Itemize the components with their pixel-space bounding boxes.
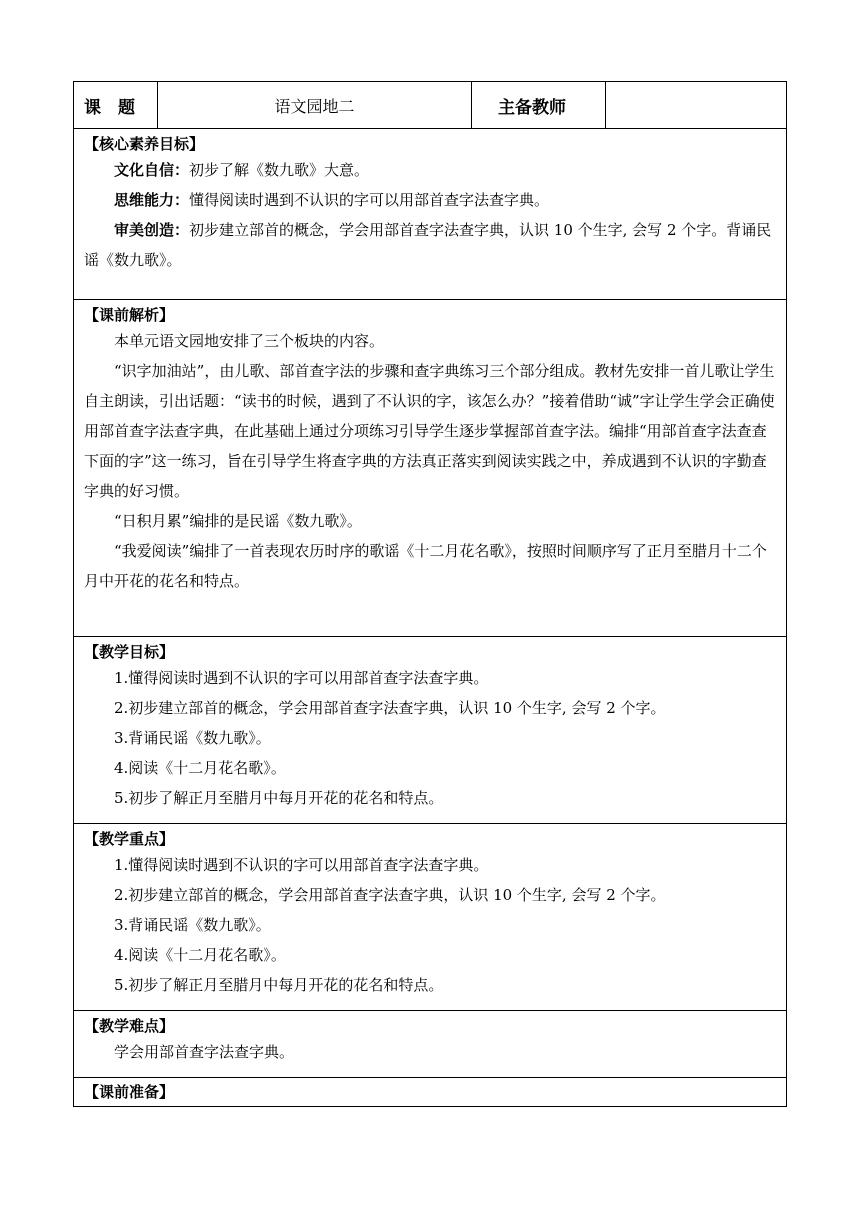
key-point-item: 4.阅读《十二月花名歌》。	[114, 946, 286, 964]
teaching-goal-item: 2.初步建立部首的概念，学会用部首查字法查字典，认识 10 个生字, 会写 2 个字。	[114, 699, 666, 717]
teacher-label: 主备教师	[472, 82, 606, 129]
teaching-goal-item: 4.阅读《十二月花名歌》。	[114, 759, 286, 777]
course-label: 课 题	[74, 82, 158, 129]
core-goal-item: 思维能力：懂得阅读时遇到不认识的字可以用部首查字法查字典。	[114, 191, 550, 209]
teaching-goal-item: 1.懂得阅读时遇到不认识的字可以用部首查字法查字典。	[114, 669, 489, 687]
lesson-plan-sheet	[73, 81, 786, 1107]
key-point-item: 3.背诵民谣《数九歌》。	[114, 916, 271, 934]
core-goal-item: 文化自信：初步了解《数九歌》大意。	[114, 161, 370, 179]
header-row	[74, 82, 787, 129]
analysis-row	[74, 300, 787, 637]
teaching-goals-title: 【教学目标】	[84, 643, 175, 661]
key-point-item: 5.初步了解正月至腊月中每月开花的花名和特点。	[114, 976, 444, 994]
analysis-paragraph: “日积月累”编排的是民谣《数九歌》。	[114, 512, 362, 530]
lesson-plan-table	[73, 81, 787, 1107]
core-goal-item: 审美创造：初步建立部首的概念，学会用部首查字法查字典，认识 10 个生字, 会写 2 个字。背诵民谣《数九歌》。	[84, 221, 772, 269]
core-goals-title: 【核心素养目标】	[84, 135, 205, 153]
teacher-value	[606, 82, 787, 129]
key-point-item: 2.初步建立部首的概念，学会用部首查字法查字典，认识 10 个生字, 会写 2 个字。	[114, 886, 666, 904]
analysis-title: 【课前解析】	[84, 306, 175, 324]
teaching-goal-item: 3.背诵民谣《数九歌》。	[114, 729, 271, 747]
core-goals-row	[74, 129, 787, 300]
course-title: 语文园地二	[158, 82, 472, 129]
key-points-title: 【教学重点】	[84, 830, 175, 848]
teaching-goal-item: 5.初步了解正月至腊月中每月开花的花名和特点。	[114, 789, 444, 807]
preparation-row	[74, 1078, 787, 1107]
difficulties-text: 学会用部首查字法查字典。	[114, 1043, 295, 1061]
analysis-paragraph: 本单元语文园地安排了三个板块的内容。	[114, 332, 385, 350]
analysis-paragraph: “我爱阅读”编排了一首表现农历时序的歌谣《十二月花名歌》，按照时间顺序写了正月至腊月十二个月中开花的花名和特点。	[84, 542, 767, 590]
difficulties-title: 【教学难点】	[84, 1017, 175, 1035]
teaching-goals-row	[74, 637, 787, 824]
analysis-paragraph: “识字加油站”，由儿歌、部首查字法的步骤和查字典练习三个部分组成。教材先安排一首儿歌让学生自主朗读，引出话题：“读书的时候，遇到了不认识的字，该怎么办？”接着借助“诚”字让学生学会正确使用部首查字法查字典，在此基础上通过分项练习引导学生逐步掌握部首查字法。编排“用部首查字法查查下面的字”这一练习，旨在引导学生将查字典的方法真正落实到阅读实践之中，养成遇到不认识的字勤查字典的好习惯。	[84, 362, 775, 500]
difficulties-row	[74, 1011, 787, 1078]
key-point-item: 1.懂得阅读时遇到不认识的字可以用部首查字法查字典。	[114, 856, 489, 874]
key-points-row	[74, 824, 787, 1011]
preparation-title: 【课前准备】	[84, 1083, 175, 1101]
